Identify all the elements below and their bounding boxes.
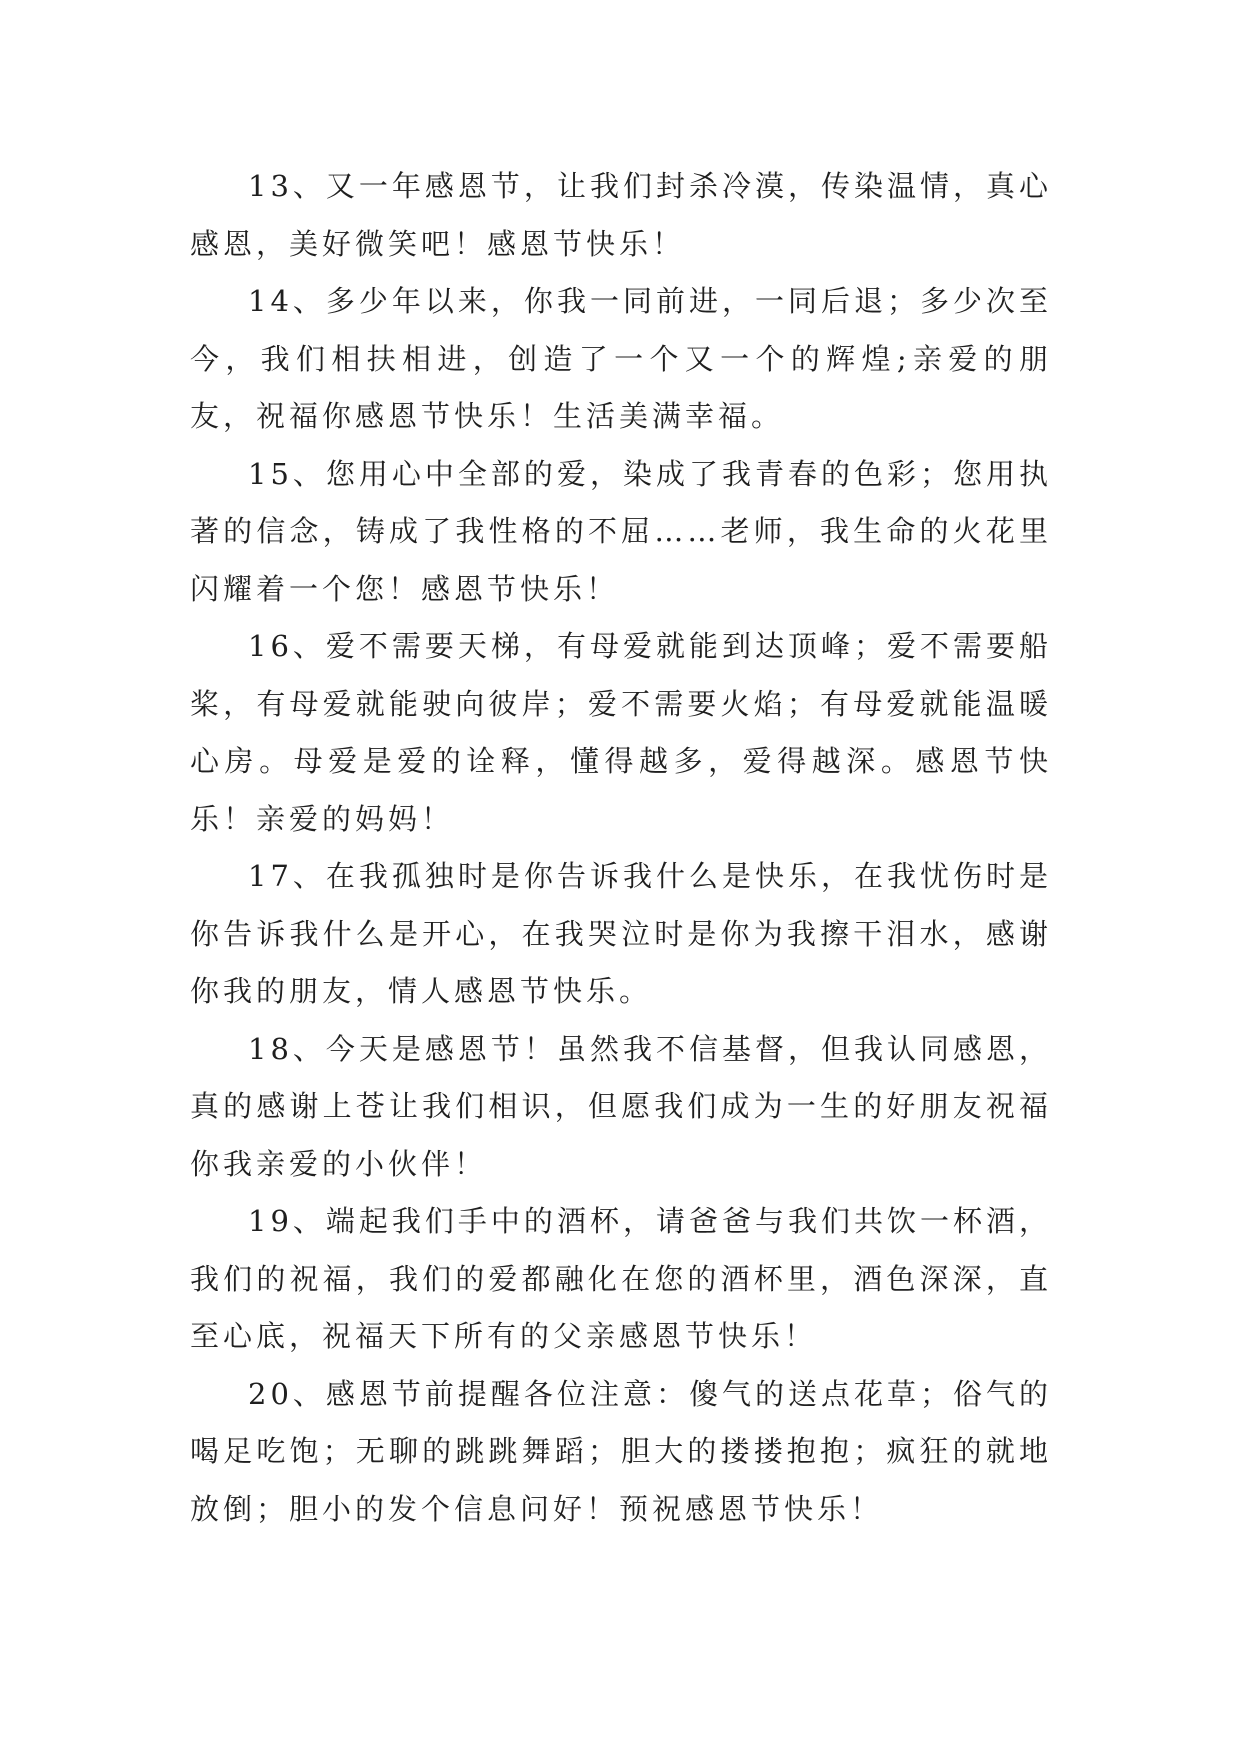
paragraph-16: 16、爱不需要天梯，有母爱就能到达顶峰；爱不需要船桨，有母爱就能驶向彼岸；爱不需要火焰；有母爱就能温暖心房。母爱是爱的诠释，懂得越多，爱得越深。感恩节快乐！亲爱的妈妈！: [190, 629, 1052, 836]
paragraph-18: 18、今天是感恩节！虽然我不信基督，但我认同感恩，真的感谢上苍让我们相识，但愿我们成为一生的好朋友祝福你我亲爱的小伙伴！: [190, 1031, 1052, 1181]
paragraph-15: 15、您用心中全部的爱，染成了我青春的色彩；您用执著的信念，铸成了我性格的不屈……老师，我生命的火花里闪耀着一个您！感恩节快乐！: [190, 456, 1052, 606]
paragraph-13: 13、又一年感恩节，让我们封杀冷漠，传染温情，真心感恩，美好微笑吧！感恩节快乐！: [190, 169, 1052, 261]
paragraph-17: 17、在我孤独时是你告诉我什么是快乐，在我忧伤时是你告诉我什么是开心，在我哭泣时是你为我擦干泪水，感谢你我的朋友，情人感恩节快乐。: [190, 859, 1052, 1008]
document-body: [190, 158, 1052, 1538]
paragraph-20: 20、感恩节前提醒各位注意：傻气的送点花草；俗气的喝足吃饱；无聊的跳跳舞蹈；胆大的搂搂抱抱；疯狂的就地放倒；胆小的发个信息问好！预祝感恩节快乐！: [190, 1376, 1052, 1526]
paragraph-19: 19、端起我们手中的酒杯，请爸爸与我们共饮一杯酒，我们的祝福，我们的爱都融化在您的酒杯里，酒色深深，直至心底，祝福天下所有的父亲感恩节快乐！: [190, 1204, 1052, 1353]
paragraph-14: 14、多少年以来，你我一同前进，一同后退；多少次至今，我们相扶相进，创造了一个又一个的辉煌;亲爱的朋友，祝福你感恩节快乐！生活美满幸福。: [190, 284, 1052, 433]
